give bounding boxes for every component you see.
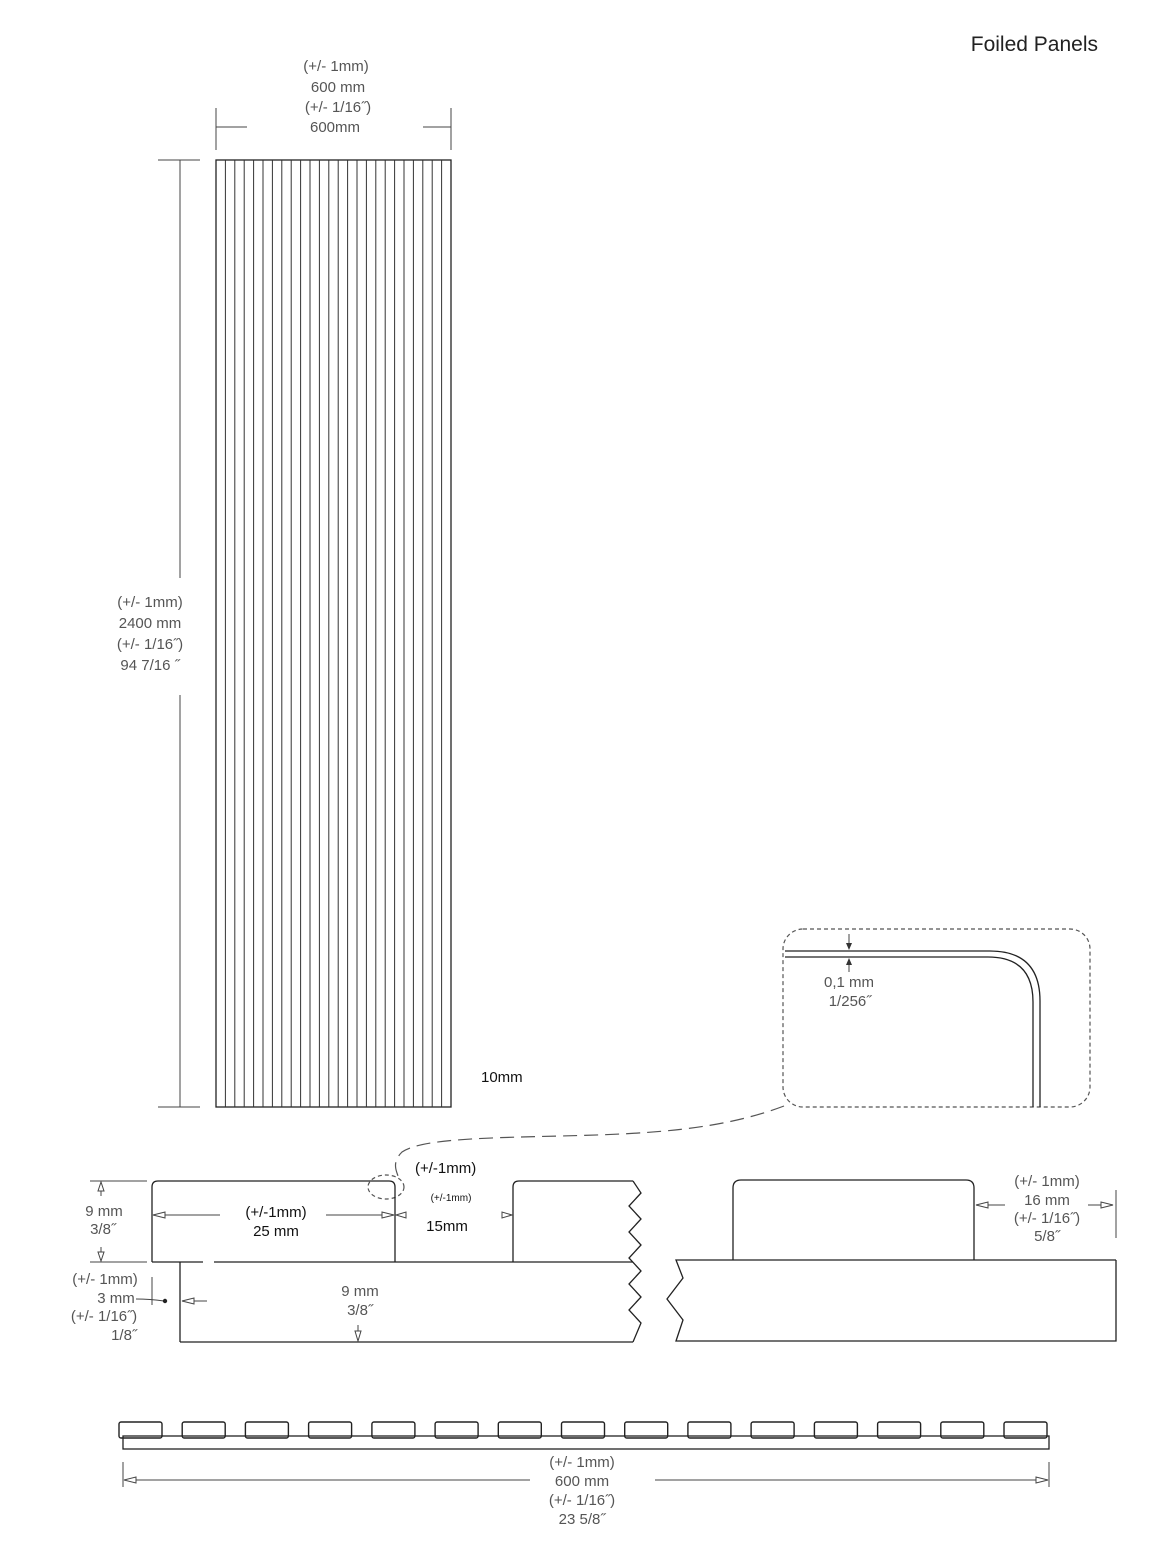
panel-outline	[216, 160, 451, 1107]
panel-width-mm: 600 mm	[310, 79, 366, 96]
tall-slat-tolerance-mm: (+/- 1mm)	[1014, 1173, 1080, 1190]
panel-width-tolerance-in: (+/- 1/16˝)	[304, 99, 372, 116]
bottom-width-tolerance-in: (+/- 1/16˝)	[548, 1492, 616, 1509]
thickness-label: 10mm	[481, 1069, 523, 1086]
slat-height-mm: 9 mm	[85, 1203, 123, 1220]
section-left	[71, 1160, 641, 1344]
slat-profile-tall	[733, 1180, 974, 1260]
slat-width-mm: 25 mm	[253, 1223, 299, 1240]
groove-depth-in: 1/8˝	[111, 1327, 137, 1344]
base-height-in: 3/8˝	[347, 1302, 373, 1319]
foil-inner-edge	[785, 957, 1033, 1107]
tall-slat-height-mm: 16 mm	[1024, 1192, 1070, 1209]
slat-profile-left	[152, 1181, 395, 1262]
groove-depth-tolerance-mm: (+/- 1mm)	[72, 1271, 138, 1288]
panel-width-secondary: 600mm	[309, 119, 361, 136]
panel-height-in: 94 7/16 ˝	[120, 657, 180, 674]
groove-depth-mm: 3 mm	[97, 1290, 135, 1307]
tall-slat-tolerance-in: (+/- 1/16˝)	[1013, 1210, 1081, 1227]
panel-height-dimension	[117, 160, 200, 1107]
page-title: Foiled Panels	[970, 33, 1098, 56]
section-right	[667, 1173, 1116, 1341]
gap-width: 15mm	[426, 1218, 468, 1235]
panel-height-tolerance-mm: (+/- 1mm)	[117, 594, 183, 611]
detail-frame	[783, 929, 1090, 1107]
panel-height-mm: 2400 mm	[118, 615, 182, 632]
bottom-width-tolerance-mm: (+/- 1mm)	[549, 1454, 615, 1471]
panel-grooves	[225, 160, 441, 1107]
panel-width-dimension	[216, 58, 451, 150]
groove-depth-tolerance-in: (+/- 1/16˝)	[70, 1308, 138, 1325]
foil-detail-callout	[783, 929, 1090, 1107]
foil-thickness-in: 1/256˝	[828, 993, 872, 1010]
detail-marker	[368, 1175, 404, 1199]
slat-width-tolerance: (+/-1mm)	[245, 1204, 307, 1221]
base-height-mm: 9 mm	[341, 1283, 379, 1300]
foil-thickness-mm: 0,1 mm	[823, 974, 875, 991]
tall-slat-height-in: 5/8˝	[1034, 1228, 1060, 1245]
bottom-view	[119, 1422, 1049, 1528]
slat-height-in: 3/8˝	[90, 1221, 116, 1238]
gap-tolerance: (+/-1mm)	[430, 1193, 472, 1204]
slat-profile-right	[513, 1181, 633, 1262]
panel-width-tolerance-mm: (+/- 1mm)	[303, 58, 369, 75]
bottom-width-in: 23 5/8˝	[558, 1511, 606, 1528]
bottom-width-mm: 600 mm	[554, 1473, 610, 1490]
base-board-right	[667, 1260, 1116, 1341]
front-view-panel	[216, 160, 451, 1107]
panel-height-tolerance-in: (+/- 1/16˝)	[116, 636, 184, 653]
corner-tolerance: (+/-1mm)	[415, 1160, 477, 1177]
